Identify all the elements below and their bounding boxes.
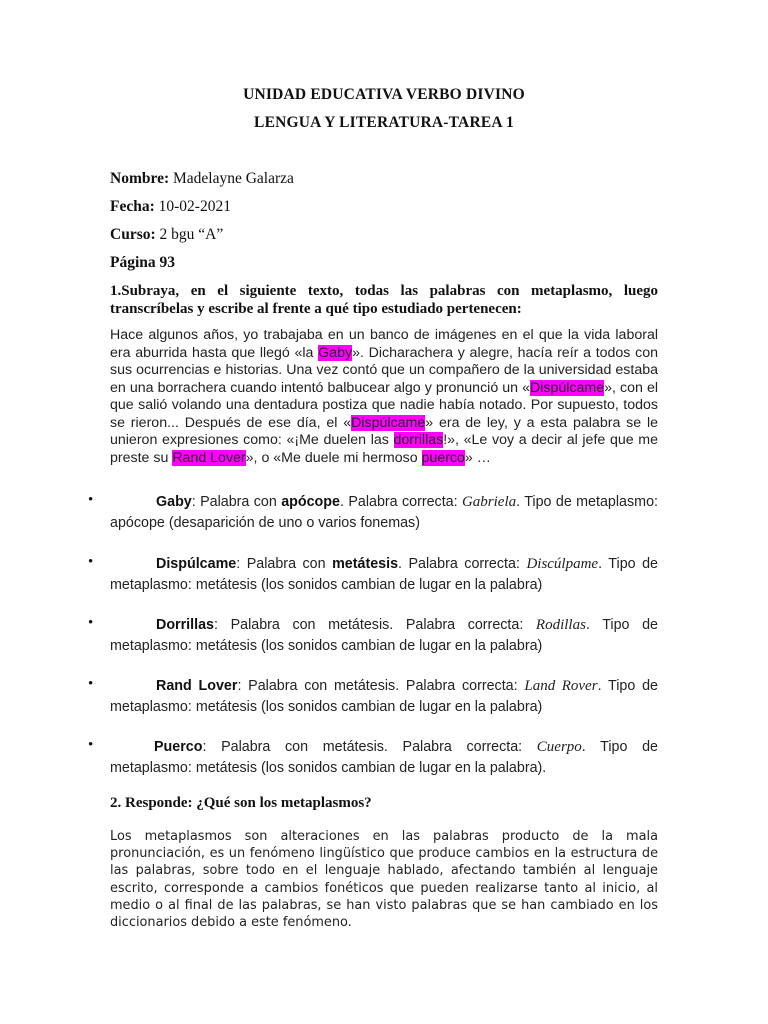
date-field [110,198,231,216]
bullet-text: . Palabra correcta: [339,494,462,510]
bullet-item [110,676,658,718]
highlighted-word: Rand Lover [172,449,246,466]
bullet-marker: • [88,492,94,508]
bullet-text: . Tipo de metaplasmo: metátesis (los sonidos cambian de lugar en la palabra). [110,739,658,776]
course-label: Curso: [110,226,156,243]
correct-word: Discúlpame [526,556,599,572]
bullet-text: . Tipo de metaplasmo: apócope (desaparición de uno o varios fonemas) [110,494,658,531]
correct-word: Land Rover [524,678,598,694]
passage-text: ». Dicharachera y alegre, hacía reír a todos con sus ocurrencias e historias. Una vez contó que un compañero de la universidad estaba en una borrachera cuando intentó balbucear algo y pronunció un « [110,344,658,396]
bullet-marker: • [88,554,94,570]
bullet-text: : Palabra con metátesis. Palabra correcta: [237,678,525,694]
correct-word: Rodillas [535,617,586,633]
highlighted-word: Gaby [318,344,353,361]
metaplasm-type: apócope [281,494,340,510]
bullet-word: Gaby [156,494,192,510]
assignment-title: LENGUA Y LITERATURA-TAREA 1 [254,114,514,131]
bullet-word: Rand Lover [156,678,238,694]
course-field [110,226,223,244]
highlighted-word: puerco [421,449,465,466]
passage-text: Hace algunos años, yo trabajaba en un banco de imágenes en el que la vida laboral era aburrida hasta que llegó «la [110,327,658,361]
page-reference: Página 93 [110,254,176,271]
answer-paragraph: Los metaplasmos son alteraciones en las palabras producto de la mala pronunciación, es un fenómeno lingüístico que produce cambios en la estructura de las palabras, sobre todo en el lenguaje hablado, afectando también al lenguaje escrito, corresponde a cambios fonéticos que pueden realizarse tanto al inicio, al medio o al final de las palabras, se han visto palabras que se han cambiado en los diccionarios debido a este fenómeno. [110,829,658,931]
name-label: Nombre: [110,170,170,187]
passage-text: » … [464,449,491,466]
bullet-marker: • [88,615,94,631]
passage-text: !», «Le voy a decir al jefe que me preste su [110,432,658,466]
school-title: UNIDAD EDUCATIVA VERBO DIVINO [243,86,525,103]
bullet-item [110,737,658,779]
bullet-word: Dorrillas [156,617,215,633]
passage-text: », o «Me duele mi hermoso [245,449,422,466]
bullet-item [110,492,658,534]
bullet-text: . Palabra correcta: [398,556,527,572]
metaplasm-type: metátesis [332,556,399,572]
highlighted-word: Dispúlcame [351,414,426,431]
bullet-text: : Palabra con metátesis. Palabra correcta: [202,739,537,755]
highlighted-word: dorrillas [393,432,444,448]
bullet-item [110,615,658,657]
bullet-text: . Tipo de metaplasmo: metátesis (los sonidos cambian de lugar en la palabra) [110,556,658,593]
bullet-text: : Palabra con [191,494,282,510]
correct-word: Gabriela [461,494,517,510]
bullet-marker: • [88,676,94,692]
bullet-word: Dispúlcame [156,556,237,572]
bullet-text: : Palabra con [236,556,333,572]
name-field [110,170,294,188]
question-2: 2. Responde: ¿Qué son los metaplasmos? [110,795,372,811]
course-value: 2 bgu “A” [159,226,224,243]
question-1: 1.Subraya, en el siguiente texto, todas las palabras con metaplasmo, luego transcríbelas y escribe al frente a qué tipo estudiado pertenecen: [110,283,658,317]
date-label: Fecha: [110,198,155,215]
reading-passage [110,327,658,467]
date-value: 10-02-2021 [158,198,231,215]
name-value: Madelayne Galarza [173,170,294,187]
bullet-marker: • [88,737,94,753]
passage-text: », con el que salió volando una dentadura postiza que nadie había notado. Por supuesto, todos se rieron... Después de ese día, el « [110,379,658,431]
highlighted-word: Dispúlcame [530,379,605,396]
passage-text: » era de ley, y a esta palabra se le unieron expresiones como: «¡Me duelen las [110,414,659,448]
bullet-text: . Tipo de metaplasmo: metátesis (los sonidos cambian de lugar en la palabra) [110,617,658,654]
bullet-item [110,554,658,596]
bullet-text: . Tipo de metaplasmo: metátesis (los sonidos cambian de lugar en la palabra) [110,678,658,715]
correct-word: Cuerpo [536,739,582,755]
bullet-text: : Palabra con metátesis. Palabra correcta: [214,617,536,633]
bullet-word: Puerco [154,739,203,755]
